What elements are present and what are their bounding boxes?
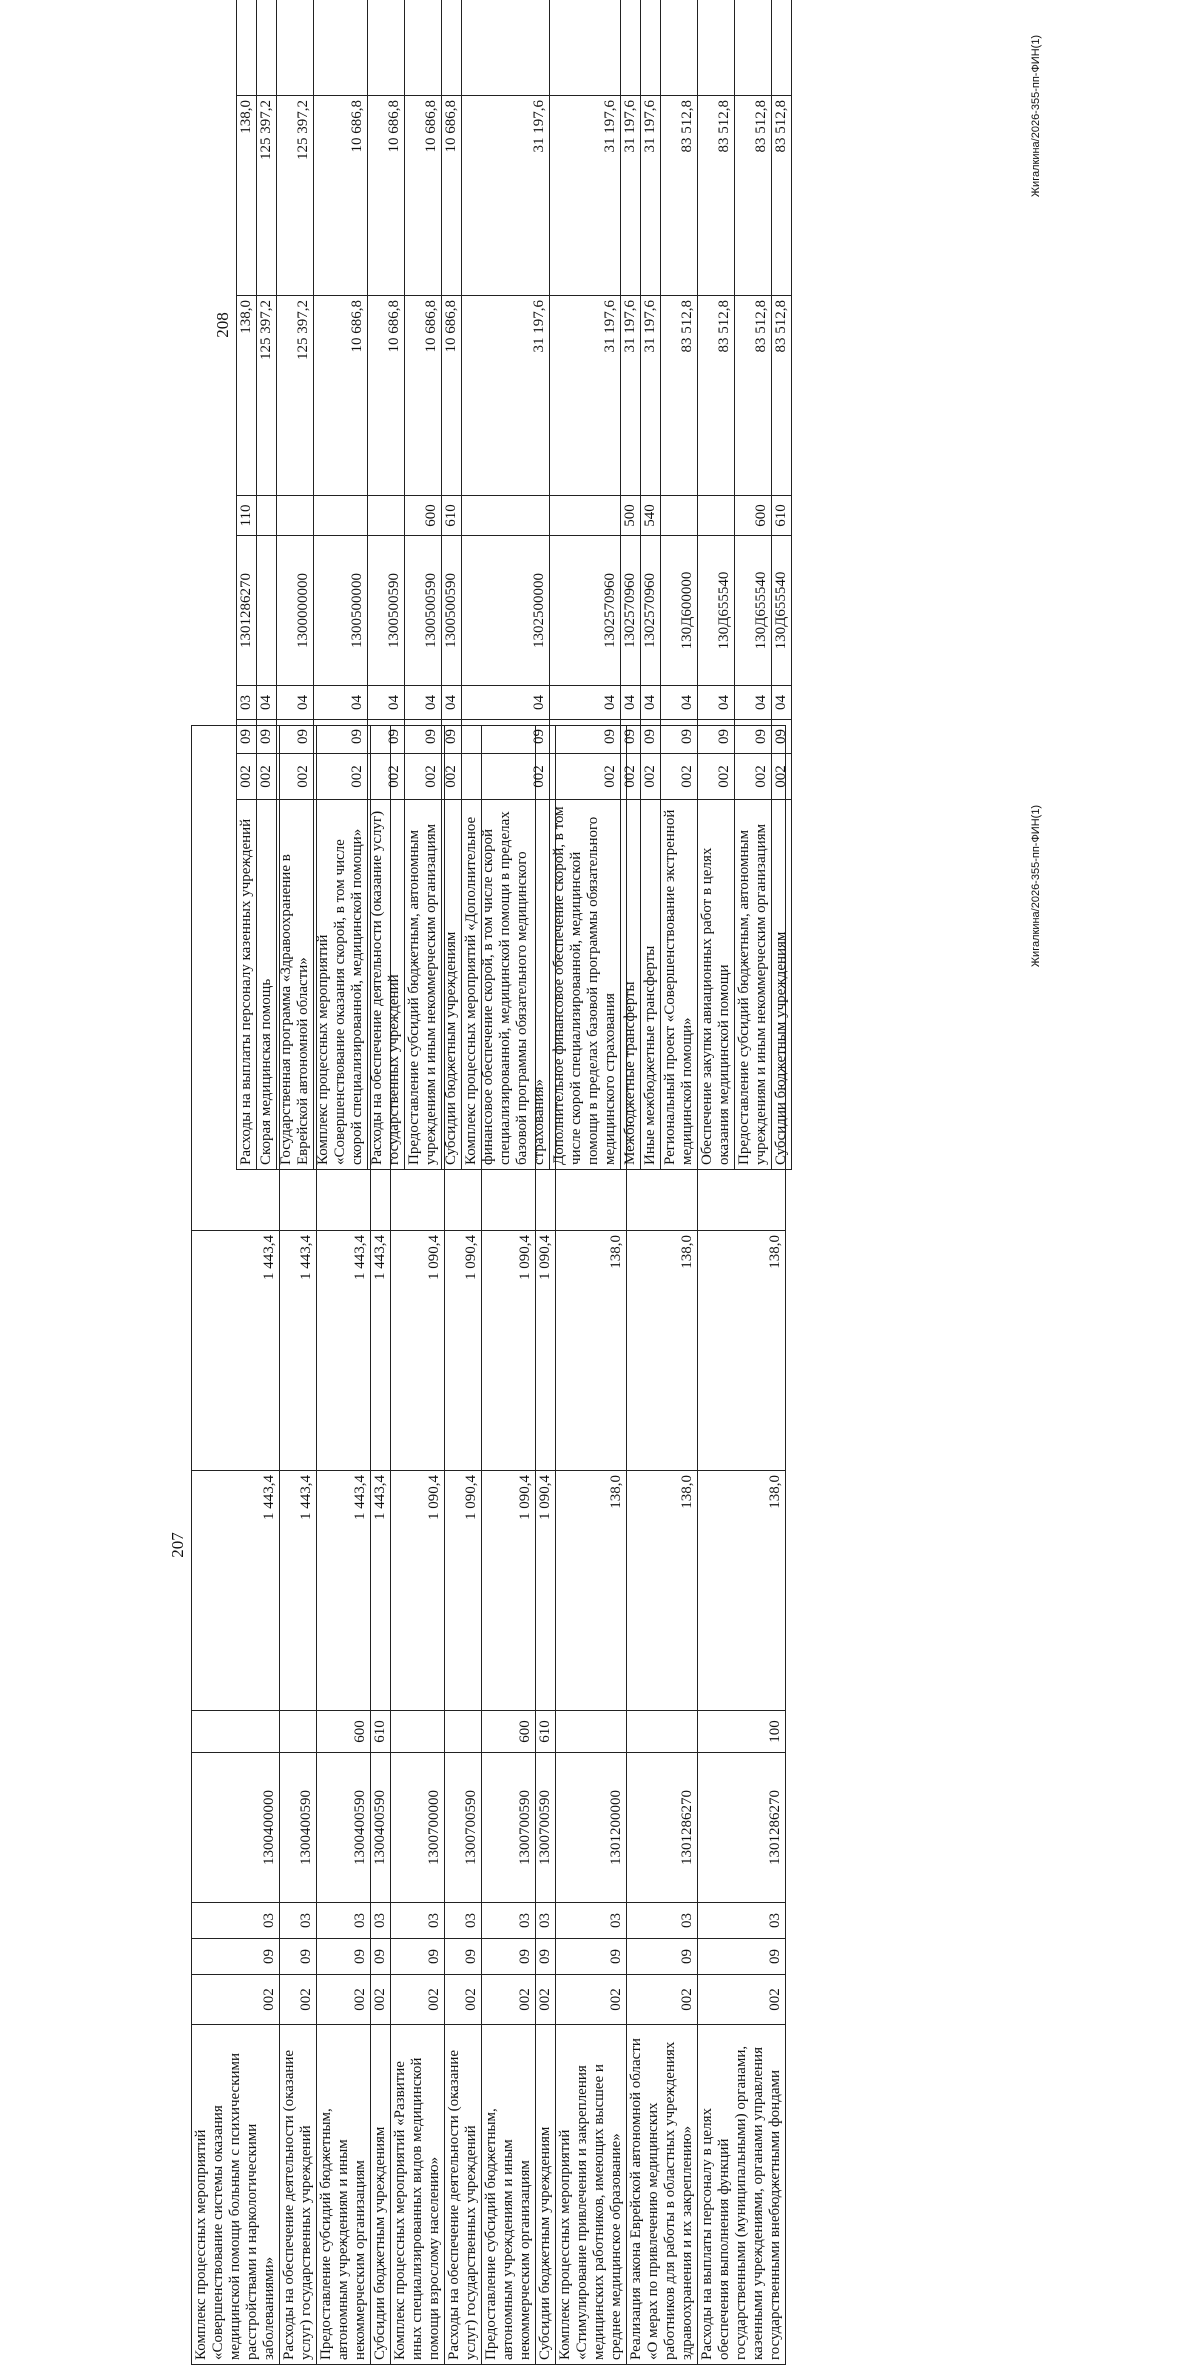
row-name: Расходы на обеспечение деятельности (оказание услуг) государственных учреждений: [445, 2025, 482, 2365]
row-name: Комплекс процессных мероприятий «Совершенствование системы оказания медицинской помощи больным с психическими расстройствами и наркологическими заболеваниями»: [192, 2025, 280, 2365]
row-vr: [661, 496, 698, 536]
row-rz: 09: [371, 1939, 391, 1975]
row-csr: 1300500000: [314, 536, 368, 686]
budget-table: [236, 0, 792, 1170]
row-sum-2: 1 443,4: [192, 1231, 280, 1471]
row-empty-cell: [661, 0, 698, 96]
row-pr: 03: [237, 686, 257, 720]
row-csr: 1302500000: [462, 536, 550, 686]
row-vr: 610: [442, 496, 462, 536]
row-rz: 09: [277, 720, 314, 754]
row-name: Субсидии бюджетным учреждениям: [442, 800, 462, 1170]
table-row: [550, 0, 621, 1170]
page-footer: Жигалкина/2026-355-пп-ФИН(1): [1030, 804, 1043, 968]
row-gr: 002: [405, 754, 442, 800]
row-pr: 04: [442, 686, 462, 720]
row-pr: 03: [556, 1903, 627, 1939]
row-rz: 09: [280, 1939, 317, 1975]
table-row: [772, 0, 792, 1170]
row-name: Субсидии бюджетным учреждениям: [772, 800, 792, 1170]
row-csr: 1302570960: [641, 536, 661, 686]
row-pr: 04: [621, 686, 641, 720]
table-row: [641, 0, 661, 1170]
row-empty-cell: [735, 0, 772, 96]
row-csr: 1302570960: [550, 536, 621, 686]
row-sum-2: 125 397,2: [277, 96, 314, 296]
table-row: [257, 0, 277, 1170]
table-row: [442, 0, 462, 1170]
row-name: Расходы на обеспечение деятельности (оказание услуг) государственных учреждений: [368, 800, 405, 1170]
table-row: [735, 0, 772, 1170]
row-rz: 09: [462, 720, 550, 754]
row-name: Расходы на обеспечение деятельности (оказание услуг) государственных учреждений: [280, 2025, 317, 2365]
table-row: [698, 0, 735, 1170]
row-rz: 09: [550, 720, 621, 754]
row-empty-cell: [621, 0, 641, 96]
row-pr: 03: [445, 1903, 482, 1939]
row-rz: 09: [314, 720, 368, 754]
row-pr: 04: [405, 686, 442, 720]
row-vr: [257, 496, 277, 536]
row-sum-1: 31 197,6: [550, 296, 621, 496]
row-vr: 100: [698, 1711, 786, 1753]
row-sum-1: 138,0: [698, 1471, 786, 1711]
row-gr: 002: [237, 754, 257, 800]
row-gr: 002: [641, 754, 661, 800]
row-sum-2: 125 397,2: [257, 96, 277, 296]
row-rz: 09: [442, 720, 462, 754]
row-sum-1: 31 197,6: [641, 296, 661, 496]
row-sum-1: 31 197,6: [621, 296, 641, 496]
row-empty-cell: [405, 0, 442, 96]
row-pr: 04: [462, 686, 550, 720]
row-gr: 002: [661, 754, 698, 800]
row-sum-2: 83 512,8: [661, 96, 698, 296]
row-pr: 04: [698, 686, 735, 720]
row-empty-cell: [550, 0, 621, 96]
row-pr: 03: [627, 1903, 698, 1939]
row-sum-1: 1 443,4: [371, 1471, 391, 1711]
row-csr: 130Д655540: [698, 536, 735, 686]
row-pr: 03: [698, 1903, 786, 1939]
row-pr: 03: [536, 1903, 556, 1939]
row-sum-1: 138,0: [627, 1471, 698, 1711]
row-empty-cell: [314, 0, 368, 96]
row-csr: 1300500590: [442, 536, 462, 686]
row-vr: [368, 496, 405, 536]
table-row: [405, 0, 442, 1170]
row-csr: 1300000000: [277, 536, 314, 686]
row-name: Скорая медицинская помощь: [257, 800, 277, 1170]
row-sum-1: 10 686,8: [368, 296, 405, 496]
row-pr: 04: [772, 686, 792, 720]
row-sum-1: 10 686,8: [405, 296, 442, 496]
row-name: Субсидии бюджетным учреждениям: [371, 2025, 391, 2365]
row-vr: [698, 496, 735, 536]
row-empty-cell: [237, 0, 257, 96]
row-csr: 1300400590: [371, 1753, 391, 1903]
row-pr: 03: [280, 1903, 317, 1939]
row-rz: 09: [627, 1939, 698, 1975]
row-sum-2: 10 686,8: [368, 96, 405, 296]
table-row: [237, 0, 257, 1170]
row-gr: 002: [621, 754, 641, 800]
row-gr: 002: [556, 1975, 627, 2025]
row-name: Комплекс процессных мероприятий «Развитие иных специализированных видов медицинской помощи взрослому населению»: [391, 2025, 445, 2365]
row-rz: 09: [556, 1939, 627, 1975]
row-name: Иные межбюджетные трансферты: [641, 800, 661, 1170]
row-gr: 002: [627, 1975, 698, 2025]
row-csr: 130Д655540: [772, 536, 792, 686]
row-gr: 002: [371, 1975, 391, 2025]
row-empty-cell: [698, 0, 735, 96]
row-gr: 002: [550, 754, 621, 800]
table-row: [621, 0, 641, 1170]
row-rz: 09: [536, 1939, 556, 1975]
row-rz: 09: [641, 720, 661, 754]
row-sum-2: 83 512,8: [735, 96, 772, 296]
table-row: [661, 0, 698, 1170]
row-sum-1: 83 512,8: [772, 296, 792, 496]
row-sum-2: 138,0: [556, 1231, 627, 1471]
row-sum-2: 10 686,8: [442, 96, 462, 296]
row-csr: 1300700590: [445, 1753, 482, 1903]
row-gr: 002: [482, 1975, 536, 2025]
row-pr: 04: [257, 686, 277, 720]
row-empty-cell: [368, 0, 405, 96]
row-sum-2: 10 686,8: [405, 96, 442, 296]
row-sum-2: 31 197,6: [462, 96, 550, 296]
row-vr: [462, 496, 550, 536]
row-name: Предоставление субсидий бюджетным, автономным учреждениям и иным некоммерческим организациям: [735, 800, 772, 1170]
row-sum-1: 138,0: [237, 296, 257, 496]
row-sum-1: 125 397,2: [277, 296, 314, 496]
row-empty-cell: [442, 0, 462, 96]
row-rz: 09: [735, 720, 772, 754]
row-csr: 1300400590: [317, 1753, 371, 1903]
row-name: Предоставление субсидий бюджетным, автономным учреждениям и иным некоммерческим организациям: [317, 2025, 371, 2365]
row-gr: 002: [462, 754, 550, 800]
row-vr: 610: [772, 496, 792, 536]
row-sum-2: 83 512,8: [772, 96, 792, 296]
row-pr: 04: [368, 686, 405, 720]
row-pr: 04: [661, 686, 698, 720]
row-sum-1: 31 197,6: [462, 296, 550, 496]
row-rz: 09: [621, 720, 641, 754]
row-gr: 002: [698, 1975, 786, 2025]
row-name: Расходы на выплаты персоналу в целях обеспечения выполнения функций государственными (муниципальными) органами, казенными учреждениями, органами управления государственными внебюджетными фондами: [698, 2025, 786, 2365]
row-sum-1: 1 443,4: [317, 1471, 371, 1711]
row-csr: 1300500590: [405, 536, 442, 686]
row-rz: 09: [698, 1939, 786, 1975]
row-pr: 04: [735, 686, 772, 720]
row-sum-2: 31 197,6: [641, 96, 661, 296]
row-gr: 002: [442, 754, 462, 800]
row-gr: 002: [368, 754, 405, 800]
page-208: [210, 0, 1043, 1170]
row-csr: 1300400590: [280, 1753, 317, 1903]
row-name: Субсидии бюджетным учреждениям: [536, 2025, 556, 2365]
row-name: Предоставление субсидий бюджетным, автономным учреждениям и иным некоммерческим организациям: [482, 2025, 536, 2365]
row-vr: 610: [536, 1711, 556, 1753]
row-sum-1: 138,0: [556, 1471, 627, 1711]
row-sum-1: 125 397,2: [257, 296, 277, 496]
row-name: Государственная программа «Здравоохранение в Еврейской автономной области»: [277, 800, 314, 1170]
row-csr: 1301286270: [237, 536, 257, 686]
row-vr: [277, 496, 314, 536]
row-vr: 600: [735, 496, 772, 536]
row-pr: 04: [550, 686, 621, 720]
row-gr: 002: [735, 754, 772, 800]
row-rz: 09: [391, 1939, 445, 1975]
row-name: Реализация закона Еврейской автономной области «О мерах по привлечению медицинских работников для работы в областных учреждениях здравоохранения и их закреплению»: [627, 2025, 698, 2365]
row-csr: 1300700590: [482, 1753, 536, 1903]
row-vr: 500: [621, 496, 641, 536]
row-empty-cell: [772, 0, 792, 96]
row-name: Предоставление субсидий бюджетным, автономным учреждениям и иным некоммерческим организациям: [405, 800, 442, 1170]
row-name: Региональный проект «Совершенствование экстренной медицинской помощи»: [661, 800, 698, 1170]
row-sum-2: 83 512,8: [698, 96, 735, 296]
row-empty-cell: [257, 0, 277, 96]
row-csr: 130Д600000: [661, 536, 698, 686]
row-rz: 09: [772, 720, 792, 754]
row-empty-cell: [641, 0, 661, 96]
row-rz: 09: [192, 1939, 280, 1975]
row-rz: 09: [445, 1939, 482, 1975]
row-csr: [257, 536, 277, 686]
row-gr: 002: [772, 754, 792, 800]
row-gr: 002: [277, 754, 314, 800]
row-sum-2: 1 443,4: [371, 1231, 391, 1471]
row-sum-1: 83 512,8: [735, 296, 772, 496]
row-gr: 002: [391, 1975, 445, 2025]
row-csr: 1300400000: [192, 1753, 280, 1903]
row-sum-1: 83 512,8: [698, 296, 735, 496]
row-csr: 1300700000: [391, 1753, 445, 1903]
row-vr: 610: [371, 1711, 391, 1753]
row-sum-1: 1 090,4: [482, 1471, 536, 1711]
table-row: [462, 0, 550, 1170]
row-pr: 04: [314, 686, 368, 720]
row-csr: 1302570960: [621, 536, 641, 686]
row-sum-2: 1 443,4: [280, 1231, 317, 1471]
page-footer: Жигалкина/2026-355-пп-ФИН(1): [1030, 34, 1043, 198]
row-sum-2: 1 443,4: [317, 1231, 371, 1471]
row-sum-1: 10 686,8: [314, 296, 368, 496]
row-sum-1: 1 443,4: [280, 1471, 317, 1711]
table-row: [314, 0, 368, 1170]
row-pr: 03: [192, 1903, 280, 1939]
row-csr: 1300500590: [368, 536, 405, 686]
row-pr: 03: [391, 1903, 445, 1939]
row-vr: 600: [317, 1711, 371, 1753]
row-name: Комплекс процессных мероприятий «Дополнительное финансовое обеспечение скорой, в том числе скорой специализированной, медицинской помощи в пределах базовой программы обязательного медицинского страхования»: [462, 800, 550, 1170]
row-sum-2: 1 090,4: [482, 1231, 536, 1471]
row-gr: 002: [280, 1975, 317, 2025]
row-vr: [550, 496, 621, 536]
row-name: Комплекс процессных мероприятий «Стимулирование привлечения и закрепления медицинских работников, имеющих высшее и среднее медицинское образование»: [556, 2025, 627, 2365]
table-row: [277, 0, 314, 1170]
row-vr: 600: [482, 1711, 536, 1753]
row-gr: 002: [192, 1975, 280, 2025]
row-gr: 002: [257, 754, 277, 800]
row-csr: 1301286270: [698, 1753, 786, 1903]
row-sum-1: 10 686,8: [442, 296, 462, 496]
row-gr: 002: [317, 1975, 371, 2025]
row-sum-2: 31 197,6: [621, 96, 641, 296]
row-vr: 110: [237, 496, 257, 536]
row-rz: 09: [317, 1939, 371, 1975]
row-sum-2: 1 090,4: [391, 1231, 445, 1471]
row-empty-cell: [277, 0, 314, 96]
row-rz: 09: [661, 720, 698, 754]
row-sum-1: 83 512,8: [661, 296, 698, 496]
row-sum-1: 1 090,4: [536, 1471, 556, 1711]
row-pr: 04: [641, 686, 661, 720]
row-rz: 09: [698, 720, 735, 754]
row-rz: 09: [237, 720, 257, 754]
row-sum-1: 1 443,4: [192, 1471, 280, 1711]
row-pr: 03: [482, 1903, 536, 1939]
row-csr: 1300700590: [536, 1753, 556, 1903]
row-name: Межбюджетные трансферты: [621, 800, 641, 1170]
row-rz: 09: [482, 1939, 536, 1975]
row-rz: 09: [405, 720, 442, 754]
row-name: Расходы на выплаты персоналу казенных учреждений: [237, 800, 257, 1170]
row-vr: [314, 496, 368, 536]
row-sum-2: 138,0: [627, 1231, 698, 1471]
row-name: Комплекс процессных мероприятий «Совершенствование оказания скорой, в том числе скорой специализированной, медицинской помощи»: [314, 800, 368, 1170]
row-sum-2: 138,0: [237, 96, 257, 296]
row-name: Дополнительное финансовое обеспечение скорой, в том числе скорой специализированной, медицинской помощи в пределах базовой программы обязательного медицинского страхования: [550, 800, 621, 1170]
row-vr: 600: [405, 496, 442, 536]
row-sum-1: 1 090,4: [445, 1471, 482, 1711]
row-gr: 002: [445, 1975, 482, 2025]
row-vr: 540: [641, 496, 661, 536]
row-sum-1: 1 090,4: [391, 1471, 445, 1711]
row-gr: 002: [536, 1975, 556, 2025]
row-empty-cell: [462, 0, 550, 96]
page-number: 208: [213, 312, 232, 338]
row-gr: 002: [314, 754, 368, 800]
row-sum-2: 1 090,4: [445, 1231, 482, 1471]
row-rz: 09: [257, 720, 277, 754]
row-sum-2: 31 197,6: [550, 96, 621, 296]
row-gr: 002: [698, 754, 735, 800]
row-pr: 04: [277, 686, 314, 720]
row-name: Обеспечение закупки авиационных работ в целях оказания медицинской помощи: [698, 800, 735, 1170]
row-pr: 03: [371, 1903, 391, 1939]
row-csr: 1301200000: [556, 1753, 627, 1903]
row-rz: 09: [368, 720, 405, 754]
table-row: [368, 0, 405, 1170]
row-pr: 03: [317, 1903, 371, 1939]
row-sum-2: 138,0: [698, 1231, 786, 1471]
row-csr: 130Д655540: [735, 536, 772, 686]
row-sum-2: 1 090,4: [536, 1231, 556, 1471]
row-csr: 1301286270: [627, 1753, 698, 1903]
row-sum-2: 10 686,8: [314, 96, 368, 296]
page-number: 207: [168, 1532, 187, 1558]
